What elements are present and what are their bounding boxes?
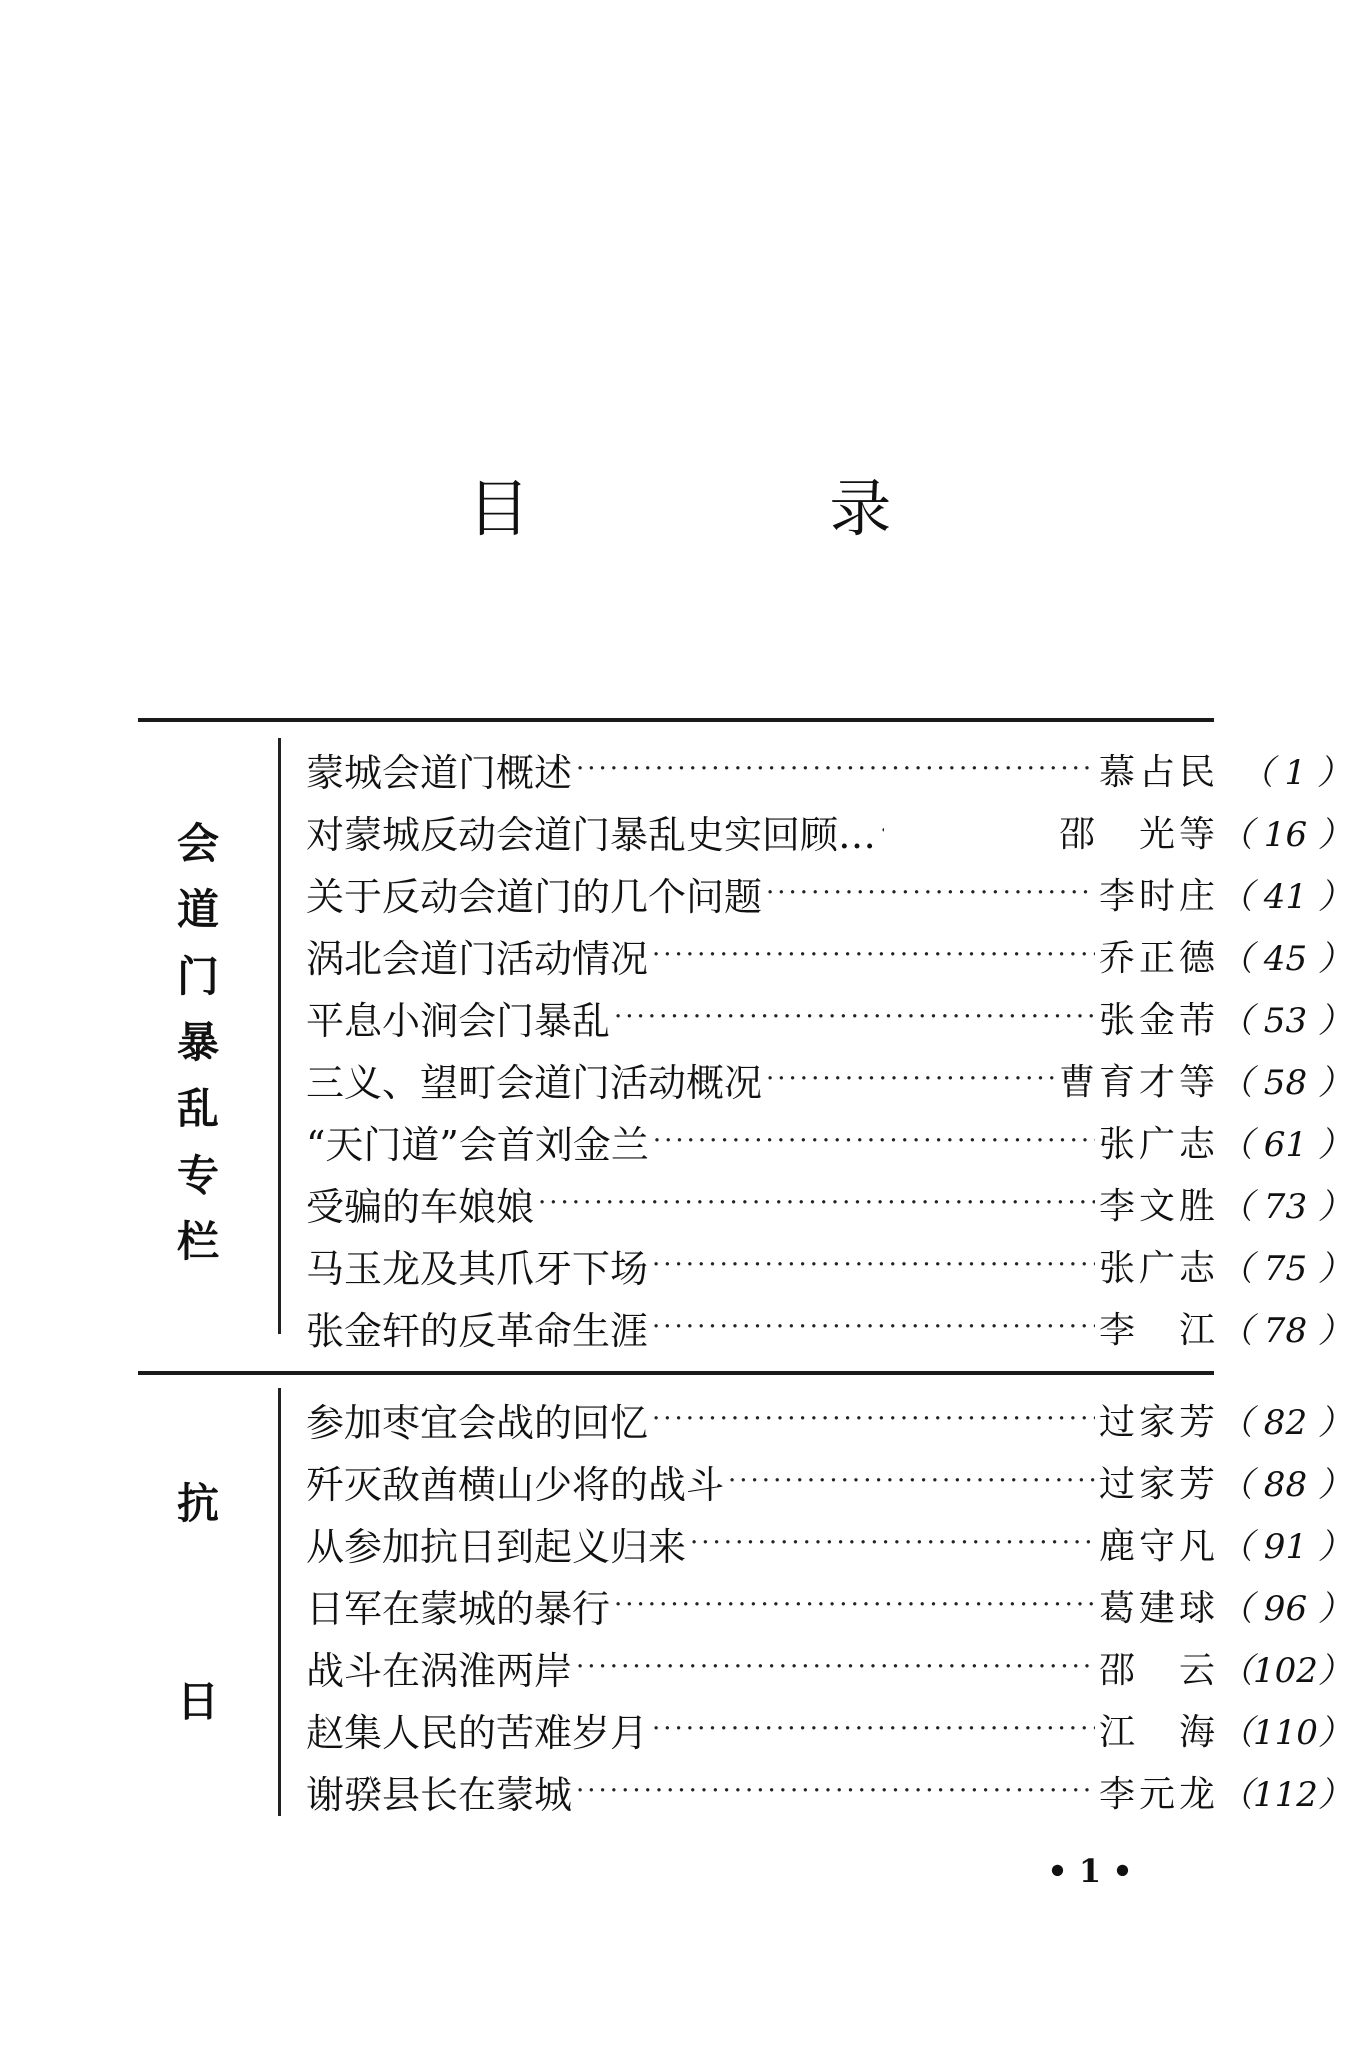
entry-title: 对蒙城反动会道门暴乱史实回顾…	[306, 812, 877, 857]
top-rule	[138, 718, 1214, 722]
page-number: • 1 •	[1047, 1852, 1133, 1890]
toc-entry[interactable]	[306, 1698, 1351, 1760]
entry-title: 战斗在涡淮两岸	[306, 1648, 573, 1693]
entry-author: 张广志	[1098, 1247, 1219, 1289]
entry-title: “天门道”会首刘金兰	[306, 1122, 649, 1167]
toc-entry[interactable]	[306, 1388, 1351, 1450]
section-kang-ri	[138, 1388, 1352, 1828]
entry-title: 歼灭敌酋横山少将的战斗	[306, 1462, 725, 1507]
entry-page: （102）	[1219, 1650, 1352, 1691]
entry-page: （ 82 ）	[1219, 1402, 1352, 1443]
entry-page: （ 16 ）	[1219, 814, 1352, 855]
entry-page: （ 75 ）	[1219, 1248, 1352, 1289]
entry-page: （ 1 ）	[1239, 752, 1351, 793]
entry-author: 李文胜	[1098, 1185, 1219, 1227]
entry-title: 涡北会道门活动情况	[306, 936, 649, 981]
entry-title: 从参加抗日到起义归来	[306, 1524, 687, 1569]
entry-page: （ 78 ）	[1219, 1310, 1352, 1351]
toc-entry[interactable]	[306, 1296, 1351, 1358]
entry-title: 蒙城会道门概述	[306, 750, 573, 795]
entry-title: 关于反动会道门的几个问题	[306, 874, 763, 919]
entry-title: 受骗的车娘娘	[306, 1184, 535, 1229]
toc-entry[interactable]	[306, 1450, 1351, 1512]
entry-author: 过家芳	[1098, 1401, 1219, 1443]
toc-entry[interactable]	[306, 1234, 1351, 1296]
entry-title: 平息小涧会门暴乱	[306, 998, 611, 1043]
toc-entry[interactable]	[306, 1574, 1351, 1636]
toc-entry[interactable]	[306, 924, 1351, 986]
leader-dots	[652, 1388, 1095, 1450]
entry-page: （112）	[1219, 1774, 1352, 1815]
entry-author: 乔正德	[1098, 937, 1219, 979]
entry-page: （110）	[1219, 1712, 1352, 1753]
entry-page: （ 41 ）	[1219, 876, 1352, 917]
section-label: 抗 日	[176, 1479, 219, 1726]
leader-dots	[614, 986, 1095, 1048]
toc-entry[interactable]	[306, 738, 1351, 800]
toc-list	[306, 738, 1351, 1358]
section-hui-dao-men	[138, 738, 1352, 1353]
leader-dots	[538, 1172, 1095, 1234]
leader-dots	[766, 1048, 1055, 1110]
toc-entry[interactable]	[306, 1636, 1351, 1698]
toc-entry[interactable]	[306, 1760, 1351, 1822]
entry-page: （ 53 ）	[1219, 1000, 1352, 1041]
leader-dots	[652, 1234, 1095, 1296]
leader-dots	[576, 738, 1095, 800]
entry-author: 邵 光等	[1058, 813, 1219, 855]
leader-dots	[652, 1296, 1095, 1358]
entry-page: （ 73 ）	[1219, 1186, 1352, 1227]
toc-list	[306, 1388, 1351, 1822]
section-divider-line	[278, 1388, 281, 1816]
toc-entry[interactable]	[306, 1110, 1351, 1172]
leader-dots	[690, 1512, 1095, 1574]
entry-author: 李元龙	[1098, 1773, 1219, 1815]
leader-dots	[652, 1698, 1095, 1760]
entry-author: 曹育才等	[1058, 1061, 1219, 1103]
entry-author: 邵 云	[1098, 1649, 1219, 1691]
leader-dots	[576, 1636, 1095, 1698]
leader-dots	[614, 1574, 1095, 1636]
entry-title: 马玉龙及其爪牙下场	[306, 1246, 649, 1291]
toc-entry[interactable]	[306, 862, 1351, 924]
entry-page: （ 88 ）	[1219, 1464, 1352, 1505]
entry-title: 日军在蒙城的暴行	[306, 1586, 611, 1631]
leader-dots	[728, 1450, 1095, 1512]
leader-dots	[653, 1110, 1095, 1172]
entry-page: （ 91 ）	[1219, 1526, 1352, 1567]
leader-dots	[766, 862, 1095, 924]
toc-entry[interactable]	[306, 1048, 1351, 1110]
entry-author: 过家芳	[1098, 1463, 1219, 1505]
entry-author: 张广志	[1098, 1123, 1219, 1165]
entry-author: 鹿守凡	[1098, 1525, 1219, 1567]
entry-author: 葛建球	[1098, 1587, 1219, 1629]
entry-author: 李时庄	[1098, 875, 1219, 917]
entry-author: 张金芾	[1098, 999, 1219, 1041]
middle-rule	[138, 1371, 1214, 1375]
toc-entry[interactable]	[306, 1172, 1351, 1234]
toc-entry[interactable]	[306, 1512, 1351, 1574]
entry-title: 赵集人民的苦难岁月	[306, 1710, 649, 1755]
entry-author: 李 江	[1098, 1309, 1219, 1351]
toc-entry[interactable]	[306, 986, 1351, 1048]
leader-dots	[880, 800, 884, 862]
entry-title: 张金轩的反革命生涯	[306, 1308, 649, 1353]
entry-page: （ 96 ）	[1219, 1588, 1352, 1629]
leader-dots	[652, 924, 1095, 986]
entry-page: （ 58 ）	[1219, 1062, 1352, 1103]
entry-title: 三义、望町会道门活动概况	[306, 1060, 763, 1105]
entry-title: 参加枣宜会战的回忆	[306, 1400, 649, 1445]
entry-author: 江 海	[1098, 1711, 1219, 1753]
leader-dots	[576, 1760, 1095, 1822]
section-divider-line	[278, 738, 281, 1334]
entry-author: 慕占民	[1098, 751, 1219, 793]
entry-page: （ 61 ）	[1219, 1124, 1352, 1165]
page-title: 目 录	[467, 472, 1032, 545]
entry-page: （ 45 ）	[1219, 938, 1352, 979]
entry-title: 谢骙县长在蒙城	[306, 1772, 573, 1817]
section-label: 会 道 门 暴 乱 专 栏	[176, 819, 219, 1266]
toc-entry[interactable]	[306, 800, 1351, 862]
